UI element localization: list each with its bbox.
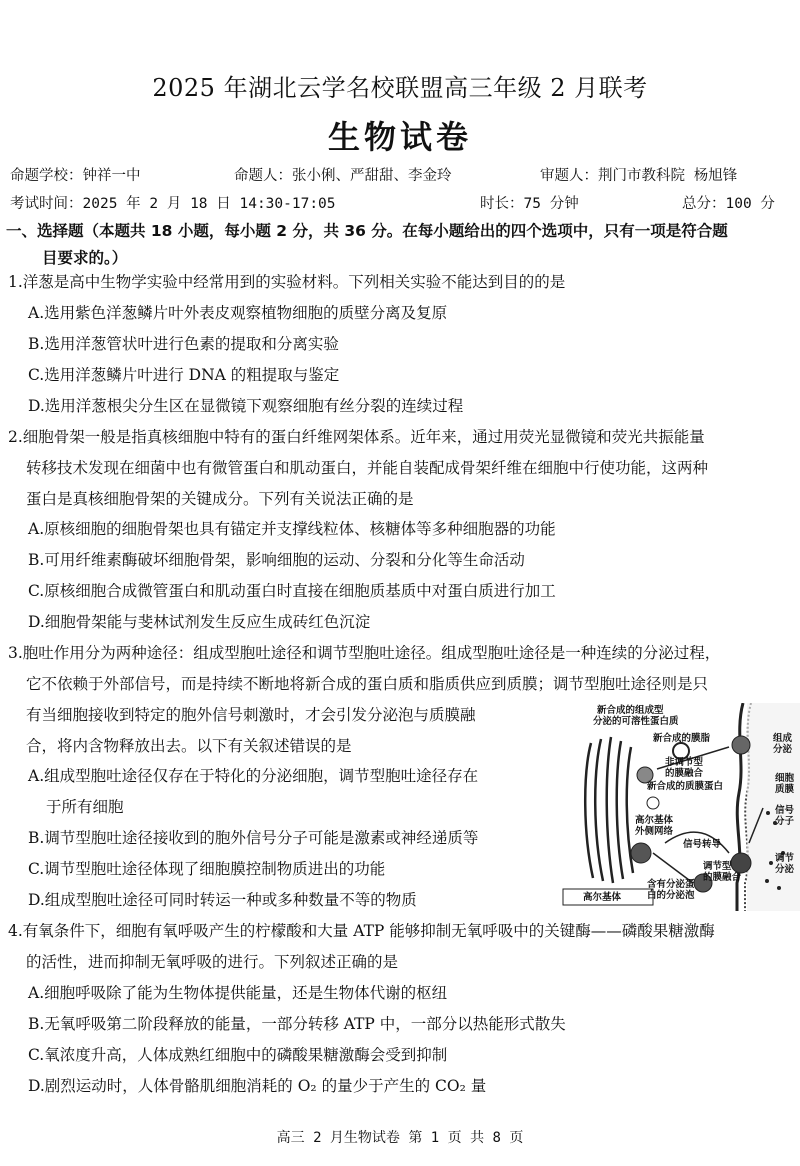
q3-stem-2: 它不依赖于外部信号，而是持续不断地将新合成的蛋白质和脂质供应到质膜；调节型胞吐途径则是只 [26,675,709,693]
fig-label-11: 信号 [775,805,795,816]
q4-stem-1: 4.有氧条件下，细胞有氧呼吸产生的柠檬酸和大量 ATP 能够抑制无氧呼吸中的关键酶——磷酸果糖激酶 [8,922,715,940]
fig-label-14: 外侧网络 [635,826,674,837]
q3-option-a-cont: 于所有细胞 [46,798,124,816]
q3-stem-4: 合，将内含物释放出去。以下有关叙述错误的是 [26,737,352,755]
q2-stem-2: 转移技术发现在细菌中也有微管蛋白和肌动蛋白，并能自装配成骨架纤维在细胞中行使功能，这两种 [26,459,709,477]
q3-option-c: C.调节型胞吐途径体现了细胞膜控制物质进出的功能 [28,860,386,878]
reviewer: 审题人：荆门市教科院 杨旭锋 [540,168,738,184]
q2-option-b: B.可用纤维素酶破坏细胞骨架，影响细胞的运动、分裂和分化等生命活动 [28,551,525,569]
q2-stem-3: 蛋白是真核细胞骨架的关键成分。下列有关说法正确的是 [26,490,414,508]
fig-label-2: 分泌的可溶性蛋白质 [593,716,679,727]
section-heading [6,218,794,272]
fig-label-8: 新合成的质膜蛋白 [647,781,724,792]
fig-label-19: 的膜融合 [703,872,742,883]
fig-label-18: 调节型 [703,861,732,872]
fig-label-3: 新合成的膜脂 [653,733,711,744]
q4-option-d: D.剧烈运动时，人体骨骼肌细胞消耗的 O₂ 的量少于产生的 CO₂ 量 [28,1077,487,1095]
fig-label-9: 细胞 [775,773,795,784]
exocytosis-figure [553,703,800,911]
q1-option-c: C.选用洋葱鳞片叶进行 DNA 的粗提取与鉴定 [28,366,340,384]
q3-stem-3: 有当细胞接收到特定的胞外信号刺激时，才会引发分泌泡与质膜融 [26,706,476,724]
fig-label-20: 含有分泌蛋 [647,879,695,890]
q1-stem: 1.洋葱是高中生物学实验中经常用到的实验材料。下列相关实验不能达到目的的是 [8,273,566,291]
q4-option-c: C.氧浓度升高，人体成熟红细胞中的磷酸果糖激酶会受到抑制 [28,1046,448,1064]
fig-label-5: 分泌 [773,744,793,755]
q2-option-a: A.原核细胞的细胞骨架也具有锚定并支撑线粒体、核糖体等多种细胞器的功能 [28,520,556,538]
section-heading-cont: 目要求的。） [42,249,128,267]
fig-label-10: 质膜 [775,784,795,795]
fig-label-16: 调节 [775,853,795,864]
school: 命题学校：钟祥一中 [10,168,141,184]
fig-label-13: 高尔基体 [635,815,674,826]
q4-option-a: A.细胞呼吸除了能为生物体提供能量，还是生物体代谢的枢纽 [28,984,448,1002]
q1-option-a: A.选用紫色洋葱鳞片叶外表皮观察植物细胞的质壁分离及复原 [28,304,448,322]
fig-label-15: 信号转导 [683,839,722,850]
fig-label-1: 新合成的组成型 [597,705,664,716]
fig-label-12: 分子 [775,816,795,827]
q1-option-b: B.选用洋葱管状叶进行色素的提取和分离实验 [28,335,339,353]
subject-title: 生物试卷 [327,118,472,156]
fig-label-21: 白的分泌泡 [647,890,695,901]
q3-option-d: D.组成型胞吐途径可同时转运一种或多种数量不等的物质 [28,891,417,909]
q1-option-d: D.选用洋葱根尖分生区在显微镜下观察细胞有丝分裂的连续过程 [28,397,464,415]
authors: 命题人：张小俐、严甜甜、李金玲 [234,168,452,184]
fig-label-17: 分泌 [775,864,795,875]
exam-time: 考试时间：2025 年 2 月 18 日 14:30-17:05 [10,196,336,212]
q3-stem-1: 3.胞吐作用分为两种途径：组成型胞吐途径和调节型胞吐途径。组成型胞吐途径是一种连续的分泌过程， [8,644,721,662]
fig-label-4: 组成 [773,733,793,744]
q2-option-d: D.细胞骨架能与斐林试剂发生反应生成砖红色沉淀 [28,613,371,631]
q3-option-b: B.调节型胞吐途径接收到的胞外信号分子可能是激素或神经递质等 [28,829,479,847]
q4-option-b: B.无氧呼吸第二阶段释放的能量，一部分转移 ATP 中，一部分以热能形式散失 [28,1015,566,1033]
q4-stem-2: 的活性，进而抑制无氧呼吸的进行。下列叙述正确的是 [26,953,399,971]
section-heading-text: 一、选择题（本题共 18 小题，每小题 2 分，共 36 分。在每小题给出的四个选项中，只有一项是符合题 [6,222,728,240]
fig-label-22: 高尔基体 [583,892,622,903]
q2-option-c: C.原核细胞合成微管蛋白和肌动蛋白时直接在细胞质基质中对蛋白质进行加工 [28,582,556,600]
fig-label-6: 非调节型 [665,757,704,768]
exam-title: 2025 年湖北云学名校联盟高三年级 2 月联考 [152,74,648,102]
q3-option-a: A.组成型胞吐途径仅存在于特化的分泌细胞，调节型胞吐途径存在 [28,767,479,785]
total-score: 总分：100 分 [682,196,775,212]
duration: 时长：75 分钟 [480,196,579,212]
q2-stem-1: 2.细胞骨架一般是指真核细胞中特有的蛋白纤维网架体系。近年来，通过用荧光显微镜和荧光共振能量 [8,428,705,446]
fig-label-7: 的膜融合 [665,768,704,779]
page-footer: 高三 2 月生物试卷 第 1 页 共 8 页 [276,1130,524,1146]
